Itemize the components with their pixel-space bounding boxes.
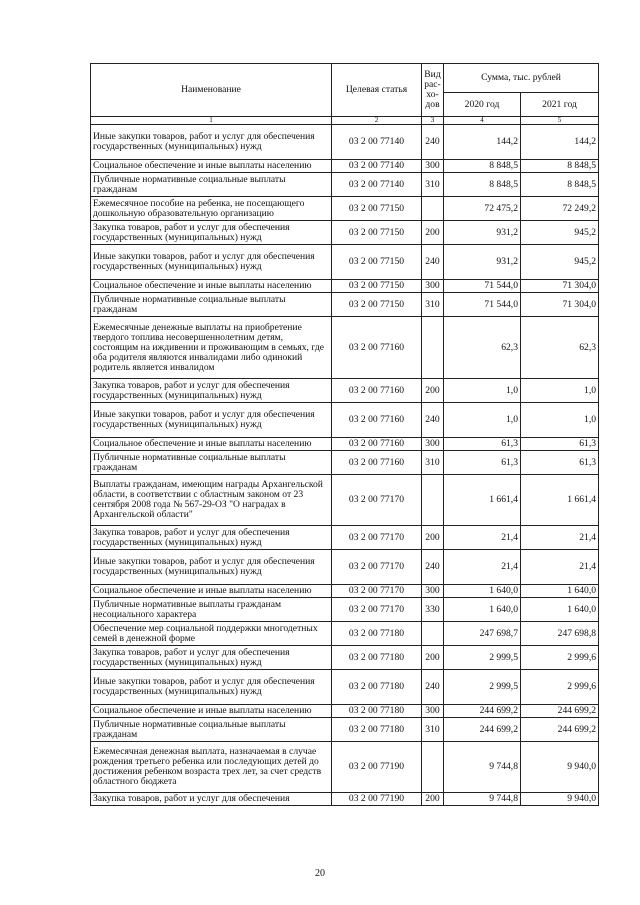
row-sum-2021: 61,3 xyxy=(521,438,599,451)
table-row xyxy=(91,742,599,793)
row-sum-2020: 62,3 xyxy=(444,317,521,379)
row-sum-2021: 144,2 xyxy=(521,125,599,160)
row-name: Выплаты гражданам, имеющим награды Архангельской области, в соответствии с областным законом от 23 сентября 2008 года № 567-29-ОЗ "О наградах в Архангельской области" xyxy=(91,475,332,526)
table-row xyxy=(91,438,599,451)
row-expense-type: 310 xyxy=(422,451,444,475)
row-sum-2020: 2 999,5 xyxy=(444,646,521,670)
row-sum-2020: 71 544,0 xyxy=(444,293,521,317)
row-sum-2021: 8 848,5 xyxy=(521,173,599,197)
row-target-article: 03 2 00 77180 xyxy=(332,705,422,718)
table-row xyxy=(91,160,599,173)
row-expense-type xyxy=(422,742,444,793)
row-expense-type: 310 xyxy=(422,293,444,317)
row-name: Закупка товаров, работ и услуг для обеспечения государственных (муниципальных) нужд xyxy=(91,646,332,670)
row-name: Ежемесячные денежные выплаты на приобретение твердого топлива несовершеннолетним детям, состоящим на иждивении и проживающим в семьях, где оба родителя являются инвалидами либо одинокий родитель является инвалидом xyxy=(91,317,332,379)
row-sum-2021: 21,4 xyxy=(521,550,599,585)
row-expense-type: 300 xyxy=(422,280,444,293)
row-name: Иные закупки товаров, работ и услуг для обеспечения государственных (муниципальных) нужд xyxy=(91,125,332,160)
row-sum-2021: 71 304,0 xyxy=(521,293,599,317)
row-name: Иные закупки товаров, работ и услуг для обеспечения государственных (муниципальных) нужд xyxy=(91,550,332,585)
row-name: Социальное обеспечение и иные выплаты населению xyxy=(91,438,332,451)
column-number: 4 xyxy=(444,117,521,125)
row-sum-2020: 8 848,5 xyxy=(444,160,521,173)
row-expense-type xyxy=(422,197,444,221)
row-sum-2020: 1,0 xyxy=(444,379,521,403)
row-target-article: 03 2 00 77160 xyxy=(332,317,422,379)
column-number: 5 xyxy=(521,117,599,125)
row-sum-2020: 61,3 xyxy=(444,438,521,451)
row-sum-2021: 1,0 xyxy=(521,379,599,403)
table-row xyxy=(91,221,599,245)
row-expense-type: 330 xyxy=(422,598,444,622)
column-number: 3 xyxy=(422,117,444,125)
row-sum-2021: 9 940,0 xyxy=(521,793,599,806)
row-expense-type: 200 xyxy=(422,526,444,550)
row-sum-2021: 71 304,0 xyxy=(521,280,599,293)
table-row xyxy=(91,125,599,160)
row-sum-2021: 244 699,2 xyxy=(521,705,599,718)
row-sum-2020: 244 699,2 xyxy=(444,718,521,742)
row-expense-type: 240 xyxy=(422,550,444,585)
row-target-article: 03 2 00 77180 xyxy=(332,646,422,670)
row-sum-2020: 931,2 xyxy=(444,245,521,280)
row-sum-2021: 62,3 xyxy=(521,317,599,379)
row-sum-2020: 144,2 xyxy=(444,125,521,160)
row-sum-2020: 21,4 xyxy=(444,550,521,585)
row-expense-type: 240 xyxy=(422,670,444,705)
row-sum-2020: 1 640,0 xyxy=(444,585,521,598)
row-target-article: 03 2 00 77160 xyxy=(332,438,422,451)
table-row xyxy=(91,280,599,293)
row-name: Социальное обеспечение и иные выплаты населению xyxy=(91,160,332,173)
row-sum-2020: 1 640,0 xyxy=(444,598,521,622)
row-expense-type: 300 xyxy=(422,705,444,718)
row-expense-type xyxy=(422,622,444,646)
row-sum-2020: 1 661,4 xyxy=(444,475,521,526)
row-expense-type xyxy=(422,317,444,379)
row-target-article: 03 2 00 77170 xyxy=(332,585,422,598)
row-target-article: 03 2 00 77180 xyxy=(332,622,422,646)
row-expense-type: 240 xyxy=(422,403,444,438)
row-expense-type: 310 xyxy=(422,173,444,197)
row-name: Публичные нормативные социальные выплаты гражданам xyxy=(91,173,332,197)
row-sum-2021: 1 661,4 xyxy=(521,475,599,526)
row-name: Ежемесячная денежная выплата, назначаемая в случае рождения третьего ребенка или последующих детей до достижения ребенком возраста трех лет, за счет средств областного бюджета xyxy=(91,742,332,793)
row-name: Иные закупки товаров, работ и услуг для обеспечения государственных (муниципальных) нужд xyxy=(91,403,332,438)
header-sum: Сумма, тыс. рублей xyxy=(444,64,599,93)
row-sum-2020: 71 544,0 xyxy=(444,280,521,293)
row-name: Обеспечение мер социальной поддержки многодетных семей в денежной форме xyxy=(91,622,332,646)
row-expense-type: 200 xyxy=(422,379,444,403)
table-row xyxy=(91,705,599,718)
row-sum-2021: 247 698,8 xyxy=(521,622,599,646)
row-sum-2020: 247 698,7 xyxy=(444,622,521,646)
row-expense-type: 200 xyxy=(422,646,444,670)
row-target-article: 03 2 00 77160 xyxy=(332,403,422,438)
row-expense-type: 240 xyxy=(422,125,444,160)
row-target-article: 03 2 00 77170 xyxy=(332,526,422,550)
row-name: Публичные нормативные социальные выплаты гражданам xyxy=(91,451,332,475)
header-expense-type: Вид рас-хо-дов xyxy=(422,64,444,117)
table-row xyxy=(91,197,599,221)
row-target-article: 03 2 00 77170 xyxy=(332,475,422,526)
row-name: Иные закупки товаров, работ и услуг для обеспечения государственных (муниципальных) нужд xyxy=(91,670,332,705)
row-expense-type: 200 xyxy=(422,793,444,806)
row-target-article: 03 2 00 77160 xyxy=(332,451,422,475)
table-row xyxy=(91,173,599,197)
table-row xyxy=(91,670,599,705)
row-target-article: 03 2 00 77140 xyxy=(332,173,422,197)
row-sum-2021: 945,2 xyxy=(521,221,599,245)
row-sum-2021: 244 699,2 xyxy=(521,718,599,742)
row-expense-type: 200 xyxy=(422,221,444,245)
table-row xyxy=(91,598,599,622)
row-sum-2021: 21,4 xyxy=(521,526,599,550)
row-name: Публичные нормативные социальные выплаты гражданам xyxy=(91,718,332,742)
row-target-article: 03 2 00 77150 xyxy=(332,293,422,317)
row-target-article: 03 2 00 77190 xyxy=(332,793,422,806)
page-number: 20 xyxy=(315,868,325,879)
row-target-article: 03 2 00 77170 xyxy=(332,550,422,585)
column-numbers-row xyxy=(91,117,599,125)
row-expense-type: 300 xyxy=(422,585,444,598)
row-sum-2020: 931,2 xyxy=(444,221,521,245)
row-sum-2020: 1,0 xyxy=(444,403,521,438)
table-row xyxy=(91,317,599,379)
table-row xyxy=(91,526,599,550)
row-sum-2020: 9 744,8 xyxy=(444,742,521,793)
row-target-article: 03 2 00 77150 xyxy=(332,280,422,293)
table-row xyxy=(91,718,599,742)
row-name: Ежемесячное пособие на ребенка, не посещающего дошкольную образовательную организацию xyxy=(91,197,332,221)
row-sum-2020: 2 999,5 xyxy=(444,670,521,705)
header-year-2021: 2021 год xyxy=(521,93,599,117)
row-sum-2021: 8 848,5 xyxy=(521,160,599,173)
column-number: 1 xyxy=(91,117,332,125)
row-expense-type xyxy=(422,475,444,526)
row-sum-2021: 1,0 xyxy=(521,403,599,438)
row-expense-type: 240 xyxy=(422,245,444,280)
row-target-article: 03 2 00 77160 xyxy=(332,379,422,403)
table-row xyxy=(91,646,599,670)
row-name: Социальное обеспечение и иные выплаты населению xyxy=(91,280,332,293)
row-expense-type: 300 xyxy=(422,160,444,173)
table-row xyxy=(91,585,599,598)
row-target-article: 03 2 00 77150 xyxy=(332,221,422,245)
budget-table xyxy=(90,63,599,806)
row-target-article: 03 2 00 77180 xyxy=(332,670,422,705)
header-target-article: Целевая статья xyxy=(332,64,422,117)
row-target-article: 03 2 00 77180 xyxy=(332,718,422,742)
row-target-article: 03 2 00 77170 xyxy=(332,598,422,622)
row-sum-2020: 244 699,2 xyxy=(444,705,521,718)
row-sum-2021: 2 999,6 xyxy=(521,670,599,705)
row-name: Закупка товаров, работ и услуг для обеспечения государственных (муниципальных) нужд xyxy=(91,221,332,245)
table-row xyxy=(91,622,599,646)
table-row xyxy=(91,793,599,806)
row-target-article: 03 2 00 77140 xyxy=(332,160,422,173)
row-sum-2021: 945,2 xyxy=(521,245,599,280)
row-sum-2020: 72 475,2 xyxy=(444,197,521,221)
row-sum-2021: 1 640,0 xyxy=(521,598,599,622)
row-sum-2020: 9 744,8 xyxy=(444,793,521,806)
row-sum-2020: 8 848,5 xyxy=(444,173,521,197)
row-expense-type: 310 xyxy=(422,718,444,742)
row-target-article: 03 2 00 77190 xyxy=(332,742,422,793)
row-name: Социальное обеспечение и иные выплаты населению xyxy=(91,705,332,718)
row-target-article: 03 2 00 77150 xyxy=(332,197,422,221)
row-sum-2021: 2 999,6 xyxy=(521,646,599,670)
header-name: Наименование xyxy=(91,64,332,117)
row-sum-2020: 21,4 xyxy=(444,526,521,550)
table-row xyxy=(91,293,599,317)
table-row xyxy=(91,403,599,438)
row-name: Публичные нормативные социальные выплаты гражданам xyxy=(91,293,332,317)
row-name: Закупка товаров, работ и услуг для обеспечения государственных (муниципальных) нужд xyxy=(91,526,332,550)
table-row xyxy=(91,245,599,280)
column-number: 2 xyxy=(332,117,422,125)
table-row xyxy=(91,379,599,403)
row-target-article: 03 2 00 77150 xyxy=(332,245,422,280)
row-sum-2021: 61,3 xyxy=(521,451,599,475)
row-name: Закупка товаров, работ и услуг для обеспечения xyxy=(91,793,332,806)
row-name: Публичные нормативные выплаты гражданам несоциального характера xyxy=(91,598,332,622)
row-target-article: 03 2 00 77140 xyxy=(332,125,422,160)
row-name: Закупка товаров, работ и услуг для обеспечения государственных (муниципальных) нужд xyxy=(91,379,332,403)
row-sum-2021: 9 940,0 xyxy=(521,742,599,793)
row-name: Иные закупки товаров, работ и услуг для обеспечения государственных (муниципальных) нужд xyxy=(91,245,332,280)
table-row xyxy=(91,550,599,585)
row-sum-2020: 61,3 xyxy=(444,451,521,475)
table-row xyxy=(91,475,599,526)
table-row xyxy=(91,451,599,475)
row-sum-2021: 1 640,0 xyxy=(521,585,599,598)
row-sum-2021: 72 249,2 xyxy=(521,197,599,221)
row-expense-type: 300 xyxy=(422,438,444,451)
header-year-2020: 2020 год xyxy=(444,93,521,117)
row-name: Социальное обеспечение и иные выплаты населению xyxy=(91,585,332,598)
